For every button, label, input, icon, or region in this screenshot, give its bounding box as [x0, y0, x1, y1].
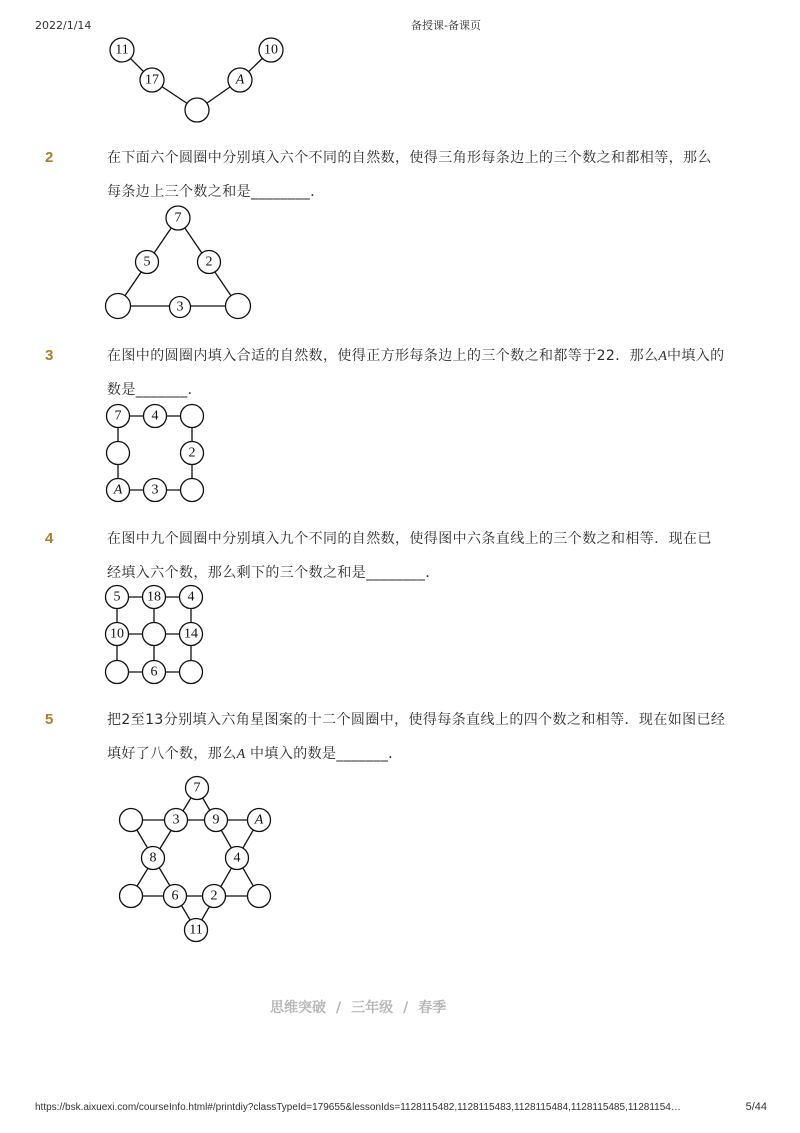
text-segment: 中填入的: [666, 348, 725, 364]
diagram-square: [107, 405, 204, 502]
circle-label: 7: [193, 780, 201, 796]
variable-a: A: [658, 349, 667, 364]
number-circle: [106, 661, 129, 684]
circle-label: 3: [172, 812, 180, 828]
variable-a: A: [236, 747, 246, 762]
circle-label: 4: [233, 850, 241, 866]
circle-label: 5: [113, 589, 121, 605]
circle-label: A: [254, 812, 264, 828]
number-circle: [180, 661, 203, 684]
diagram-chain: [110, 38, 283, 122]
circle-label: 14: [184, 626, 198, 642]
number-circle: [248, 885, 271, 908]
brand-part: 春季: [418, 1000, 447, 1016]
print-date: 2022/1/14: [35, 19, 92, 32]
problem-number: 4: [45, 530, 54, 547]
number-circle: [185, 98, 209, 122]
number-circle: [120, 809, 143, 832]
circle-label: A: [113, 482, 123, 498]
number-circle: [120, 885, 143, 908]
circle-label: 7: [174, 210, 182, 226]
circle-label: 17: [145, 72, 159, 88]
number-circle: [107, 442, 130, 465]
circle-label: 10: [110, 626, 124, 642]
print-url: https://bsk.aixuexi.com/courseInfo.html#/printdiy?classTypeId=179655&lessonIds=1128115482,1128115483,1128115484,1128115485,11281154…: [35, 1102, 681, 1113]
text-segment: 填好了八个数，那么: [107, 746, 237, 762]
number-circle: [226, 294, 251, 319]
diagram-grid: [106, 586, 203, 684]
problem-text-line: [107, 347, 725, 366]
circle-label: 6: [171, 888, 179, 904]
print-title: 备授课-备课页: [411, 19, 481, 32]
circle-label: 3: [151, 482, 159, 498]
problem-text-line: 在图中九个圆圈中分别填入九个不同的自然数，使得图中六条直线上的三个数之和相等．现在已: [107, 531, 712, 547]
circle-label: 4: [151, 408, 159, 424]
problem-number: 5: [45, 711, 54, 728]
course-brand: [270, 999, 446, 1017]
brand-part: 三年级: [351, 1000, 394, 1016]
circle-label: 11: [189, 922, 203, 938]
circle-label: 2: [188, 445, 196, 461]
diagram-star: [120, 777, 271, 942]
circle-label: 11: [115, 42, 129, 58]
problem-text-line: 把2至13分别填入六角星图案的十二个圆圈中，使得每条直线上的四个数之和相等．现在如图已经: [107, 712, 726, 728]
text-segment: 在图中的圆圈内填入合适的自然数，使得正方形每条边上的三个数之和都等于22．那么: [107, 348, 659, 364]
circle-label: A: [235, 72, 245, 88]
circle-label: 10: [264, 42, 278, 58]
text-segment: 中填入的数是_______．: [245, 746, 403, 762]
connector-line: [197, 788, 259, 896]
circle-label: 4: [187, 589, 195, 605]
connector-line: [131, 820, 196, 930]
brand-separator: /: [336, 1000, 342, 1016]
problem-text-line: [107, 745, 403, 764]
circle-label: 8: [149, 850, 157, 866]
circle-label: 2: [205, 254, 213, 270]
problem-text-line: 经填入六个数，那么剩下的三个数之和是________．: [107, 565, 440, 581]
problem-text-line: 每条边上三个数之和是________．: [107, 184, 325, 200]
problem-number: 2: [45, 149, 54, 166]
problem-text-line: 在下面六个圆圈中分别填入六个不同的自然数，使得三角形每条边上的三个数之和都相等，那么: [107, 150, 712, 166]
brand-part: 思维突破: [270, 1000, 326, 1016]
problem-text-line: 数是_______．: [107, 382, 202, 398]
diagram-triangle: [106, 206, 251, 319]
brand-separator: /: [403, 1000, 409, 1016]
connector-line: [131, 788, 197, 896]
circle-label: 2: [210, 888, 218, 904]
circle-label: 7: [114, 408, 122, 424]
connector-line: [196, 820, 259, 930]
circle-label: 3: [176, 299, 184, 315]
circle-label: 18: [147, 589, 161, 605]
number-circle: [106, 294, 131, 319]
problem-number: 3: [45, 347, 54, 364]
circle-label: 6: [150, 664, 158, 680]
page-number: 5/44: [745, 1101, 767, 1113]
circle-label: 9: [212, 812, 220, 828]
circle-label: 5: [143, 254, 151, 270]
number-circle: [181, 479, 204, 502]
number-circle: [181, 405, 204, 428]
number-circle: [143, 623, 166, 646]
